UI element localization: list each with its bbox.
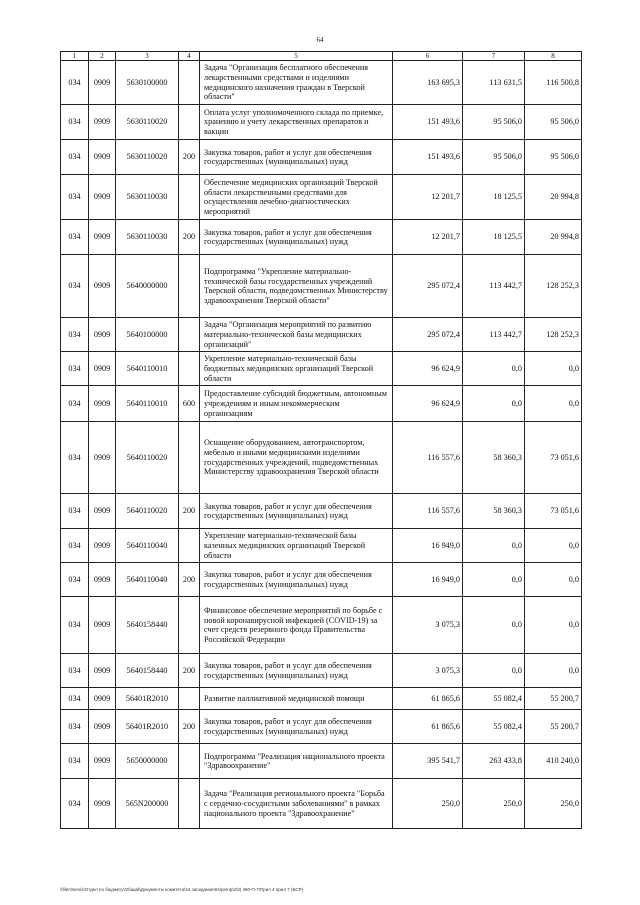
amount-2021-cell: 12 201,7 xyxy=(393,220,463,255)
description-cell: Подпрограмма "Реализация национального проекта "Здравоохранение" xyxy=(200,744,393,779)
amount-2022-cell: 55 082,4 xyxy=(463,710,525,744)
section-code-cell: 0909 xyxy=(89,744,116,779)
section-code-cell: 0909 xyxy=(89,494,116,529)
table-row xyxy=(61,255,582,318)
table-row xyxy=(61,597,582,654)
section-code-cell: 0909 xyxy=(89,422,116,494)
ministry-code-cell: 034 xyxy=(61,105,89,140)
amount-2023-cell: 410 240,0 xyxy=(525,744,582,779)
file-path-footer: \\filer\Servis\Отдел по бюджету\Общий\Документы комитета\24 заседание\04\ре\пр\2\3) 460-П-7\Прил 4 прил 7 (БСР) xyxy=(60,887,304,892)
amount-2023-cell: 20 994,8 xyxy=(525,175,582,220)
expense-type-cell: 200 xyxy=(179,140,200,175)
amount-2022-cell: 0,0 xyxy=(463,529,525,563)
amount-2021-cell: 163 695,3 xyxy=(393,61,463,105)
expense-type-cell xyxy=(179,744,200,779)
target-code-cell: 5630110020 xyxy=(116,105,179,140)
amount-2021-cell: 116 557,6 xyxy=(393,494,463,529)
amount-2022-cell: 18 125,5 xyxy=(463,175,525,220)
description-cell: Обеспечение медицинских организаций Тверской области лекарственными средствами для осуществления лечебно-диагностических мероприятий xyxy=(200,175,393,220)
target-code-cell: 56401R2010 xyxy=(116,710,179,744)
expense-type-cell xyxy=(179,422,200,494)
amount-2021-cell: 3 075,3 xyxy=(393,597,463,654)
target-code-cell: 5640110020 xyxy=(116,494,179,529)
amount-2021-cell: 295 072,4 xyxy=(393,318,463,352)
amount-2021-cell: 96 624,9 xyxy=(393,352,463,386)
section-code-cell: 0909 xyxy=(89,140,116,175)
section-code-cell: 0909 xyxy=(89,61,116,105)
ministry-code-cell: 034 xyxy=(61,494,89,529)
target-code-cell: 5640110010 xyxy=(116,386,179,422)
amount-2022-cell: 58 360,3 xyxy=(463,494,525,529)
description-cell: Оплата услуг уполномоченного склада по приемке, хранению и учету лекарственных препаратов и вакцин xyxy=(200,105,393,140)
amount-2023-cell: 73 051,6 xyxy=(525,422,582,494)
amount-2023-cell: 250,0 xyxy=(525,779,582,829)
ministry-code-cell: 034 xyxy=(61,61,89,105)
amount-2023-cell: 116 500,8 xyxy=(525,61,582,105)
target-code-cell: 5630100000 xyxy=(116,61,179,105)
expense-type-cell: 200 xyxy=(179,710,200,744)
ministry-code-cell: 034 xyxy=(61,318,89,352)
expense-type-cell: 200 xyxy=(179,654,200,688)
table-row xyxy=(61,140,582,175)
expense-type-cell: 200 xyxy=(179,494,200,529)
amount-2021-cell: 12 201,7 xyxy=(393,175,463,220)
amount-2021-cell: 96 624,9 xyxy=(393,386,463,422)
description-cell: Закупка товаров, работ и услуг для обеспечения государственных (муниципальных) нужд xyxy=(200,220,393,255)
target-code-cell: 5640110040 xyxy=(116,563,179,597)
ministry-code-cell: 034 xyxy=(61,710,89,744)
section-code-cell: 0909 xyxy=(89,220,116,255)
header-row xyxy=(61,52,582,61)
table-row xyxy=(61,352,582,386)
target-code-cell: 565N200000 xyxy=(116,779,179,829)
amount-2022-cell: 250,0 xyxy=(463,779,525,829)
table-row xyxy=(61,318,582,352)
amount-2023-cell: 0,0 xyxy=(525,352,582,386)
section-code-cell: 0909 xyxy=(89,597,116,654)
amount-2022-cell: 113 631,5 xyxy=(463,61,525,105)
column-header-3: 3 xyxy=(116,52,179,61)
ministry-code-cell: 034 xyxy=(61,688,89,710)
target-code-cell: 5640110010 xyxy=(116,352,179,386)
amount-2023-cell: 0,0 xyxy=(525,597,582,654)
description-cell: Укрепление материально-технической базы казенных медицинских организаций Тверской области xyxy=(200,529,393,563)
description-cell: Закупка товаров, работ и услуг для обеспечения государственных (муниципальных) нужд xyxy=(200,140,393,175)
description-cell: Развитие паллиативной медицинской помощи xyxy=(200,688,393,710)
section-code-cell: 0909 xyxy=(89,779,116,829)
section-code-cell: 0909 xyxy=(89,175,116,220)
section-code-cell: 0909 xyxy=(89,710,116,744)
amount-2022-cell: 95 506,0 xyxy=(463,140,525,175)
column-header-1: 1 xyxy=(61,52,89,61)
section-code-cell: 0909 xyxy=(89,386,116,422)
ministry-code-cell: 034 xyxy=(61,140,89,175)
table-row xyxy=(61,710,582,744)
target-code-cell: 5630110030 xyxy=(116,175,179,220)
target-code-cell: 5650000000 xyxy=(116,744,179,779)
column-header-6: 6 xyxy=(393,52,463,61)
expense-type-cell xyxy=(179,688,200,710)
amount-2022-cell: 95 506,0 xyxy=(463,105,525,140)
amount-2022-cell: 55 082,4 xyxy=(463,688,525,710)
amount-2021-cell: 16 949,0 xyxy=(393,563,463,597)
column-header-5: 5 xyxy=(200,52,393,61)
section-code-cell: 0909 xyxy=(89,563,116,597)
expense-type-cell xyxy=(179,597,200,654)
ministry-code-cell: 034 xyxy=(61,779,89,829)
amount-2023-cell: 0,0 xyxy=(525,386,582,422)
amount-2021-cell: 3 075,3 xyxy=(393,654,463,688)
column-header-7: 7 xyxy=(463,52,525,61)
description-cell: Закупка товаров, работ и услуг для обеспечения государственных (муниципальных) нужд xyxy=(200,710,393,744)
table-row xyxy=(61,386,582,422)
description-cell: Задача "Организация мероприятий по развитию материально-технической базы медицинских организаций" xyxy=(200,318,393,352)
description-cell: Подпрограмма "Укрепление материально-технической базы государственных учреждений Тверской области, подведомственных Министерству здравоохранения Тверской области" xyxy=(200,255,393,318)
page-number: 64 xyxy=(316,36,324,44)
target-code-cell: 5630110020 xyxy=(116,140,179,175)
target-code-cell: 5630110030 xyxy=(116,220,179,255)
budget-table xyxy=(60,51,582,829)
ministry-code-cell: 034 xyxy=(61,654,89,688)
section-code-cell: 0909 xyxy=(89,105,116,140)
amount-2021-cell: 250,0 xyxy=(393,779,463,829)
amount-2021-cell: 295 072,4 xyxy=(393,255,463,318)
description-cell: Закупка товаров, работ и услуг для обеспечения государственных (муниципальных) нужд xyxy=(200,563,393,597)
description-cell: Укрепление материально-технической базы бюджетных медицинских организаций Тверской области xyxy=(200,352,393,386)
expense-type-cell xyxy=(179,318,200,352)
table-row xyxy=(61,422,582,494)
amount-2022-cell: 113 442,7 xyxy=(463,255,525,318)
target-code-cell: 5640158440 xyxy=(116,654,179,688)
amount-2023-cell: 128 252,3 xyxy=(525,255,582,318)
expense-type-cell: 600 xyxy=(179,386,200,422)
target-code-cell: 5640110020 xyxy=(116,422,179,494)
ministry-code-cell: 034 xyxy=(61,597,89,654)
amount-2021-cell: 151 493,6 xyxy=(393,140,463,175)
column-header-2: 2 xyxy=(89,52,116,61)
ministry-code-cell: 034 xyxy=(61,744,89,779)
table-row xyxy=(61,744,582,779)
expense-type-cell xyxy=(179,779,200,829)
section-code-cell: 0909 xyxy=(89,318,116,352)
amount-2023-cell: 128 252,3 xyxy=(525,318,582,352)
amount-2023-cell: 95 506,0 xyxy=(525,140,582,175)
amount-2022-cell: 0,0 xyxy=(463,654,525,688)
amount-2023-cell: 20 994,8 xyxy=(525,220,582,255)
expense-type-cell xyxy=(179,61,200,105)
ministry-code-cell: 034 xyxy=(61,255,89,318)
table-row xyxy=(61,563,582,597)
ministry-code-cell: 034 xyxy=(61,220,89,255)
amount-2022-cell: 18 125,5 xyxy=(463,220,525,255)
description-cell: Финансовое обеспечение мероприятий по борьбе с новой коронавирусной инфекцией (COVID-19) за счет средств резервного фонда Правительства Российской Федерации xyxy=(200,597,393,654)
description-cell: Оснащение оборудованием, автотранспортом, мебелью и иными медицинскими изделиями государственных учреждений, подведомственных Министерству здравоохранения Тверской области xyxy=(200,422,393,494)
amount-2023-cell: 73 051,6 xyxy=(525,494,582,529)
amount-2021-cell: 395 541,7 xyxy=(393,744,463,779)
section-code-cell: 0909 xyxy=(89,688,116,710)
ministry-code-cell: 034 xyxy=(61,352,89,386)
amount-2022-cell: 0,0 xyxy=(463,563,525,597)
table-row xyxy=(61,529,582,563)
table-row xyxy=(61,105,582,140)
target-code-cell: 5640000000 xyxy=(116,255,179,318)
amount-2022-cell: 113 442,7 xyxy=(463,318,525,352)
description-cell: Задача "Реализация регионального проекта "Борьба с сердечно-сосудистыми заболеваниями" в рамках национального проекта "Здравоохранение" xyxy=(200,779,393,829)
table-body xyxy=(61,61,582,829)
target-code-cell: 5640158440 xyxy=(116,597,179,654)
section-code-cell: 0909 xyxy=(89,352,116,386)
amount-2023-cell: 0,0 xyxy=(525,654,582,688)
target-code-cell: 5640110040 xyxy=(116,529,179,563)
amount-2022-cell: 263 433,8 xyxy=(463,744,525,779)
table-row xyxy=(61,175,582,220)
section-code-cell: 0909 xyxy=(89,654,116,688)
amount-2022-cell: 0,0 xyxy=(463,386,525,422)
expense-type-cell: 200 xyxy=(179,220,200,255)
ministry-code-cell: 034 xyxy=(61,175,89,220)
amount-2022-cell: 58 360,3 xyxy=(463,422,525,494)
ministry-code-cell: 034 xyxy=(61,386,89,422)
amount-2021-cell: 61 865,6 xyxy=(393,688,463,710)
ministry-code-cell: 034 xyxy=(61,422,89,494)
amount-2021-cell: 61 865,6 xyxy=(393,710,463,744)
description-cell: Закупка товаров, работ и услуг для обеспечения государственных (муниципальных) нужд xyxy=(200,494,393,529)
expense-type-cell xyxy=(179,175,200,220)
table-row xyxy=(61,494,582,529)
amount-2023-cell: 0,0 xyxy=(525,563,582,597)
amount-2021-cell: 16 949,0 xyxy=(393,529,463,563)
amount-2022-cell: 0,0 xyxy=(463,352,525,386)
target-code-cell: 56401R2010 xyxy=(116,688,179,710)
amount-2023-cell: 0,0 xyxy=(525,529,582,563)
table-row xyxy=(61,688,582,710)
amount-2021-cell: 151 493,6 xyxy=(393,105,463,140)
amount-2021-cell: 116 557,6 xyxy=(393,422,463,494)
expense-type-cell xyxy=(179,105,200,140)
description-cell: Задача "Организация бесплатного обеспечения лекарственными средствами и изделиями медицинского назначения граждан в Тверской области" xyxy=(200,61,393,105)
expense-type-cell xyxy=(179,255,200,318)
expense-type-cell: 200 xyxy=(179,563,200,597)
ministry-code-cell: 034 xyxy=(61,563,89,597)
table-row xyxy=(61,220,582,255)
description-cell: Предоставление субсидий бюджетным, автономным учреждениям и иным некоммерческим организациям xyxy=(200,386,393,422)
amount-2022-cell: 0,0 xyxy=(463,597,525,654)
ministry-code-cell: 034 xyxy=(61,529,89,563)
target-code-cell: 5640100000 xyxy=(116,318,179,352)
amount-2023-cell: 55 200,7 xyxy=(525,688,582,710)
column-header-4: 4 xyxy=(179,52,200,61)
amount-2023-cell: 95 506,0 xyxy=(525,105,582,140)
section-code-cell: 0909 xyxy=(89,529,116,563)
expense-type-cell xyxy=(179,352,200,386)
table-row xyxy=(61,779,582,829)
expense-type-cell xyxy=(179,529,200,563)
amount-2023-cell: 55 200,7 xyxy=(525,710,582,744)
column-header-8: 8 xyxy=(525,52,582,61)
section-code-cell: 0909 xyxy=(89,255,116,318)
description-cell: Закупка товаров, работ и услуг для обеспечения государственных (муниципальных) нужд xyxy=(200,654,393,688)
table-row xyxy=(61,61,582,105)
table-row xyxy=(61,654,582,688)
